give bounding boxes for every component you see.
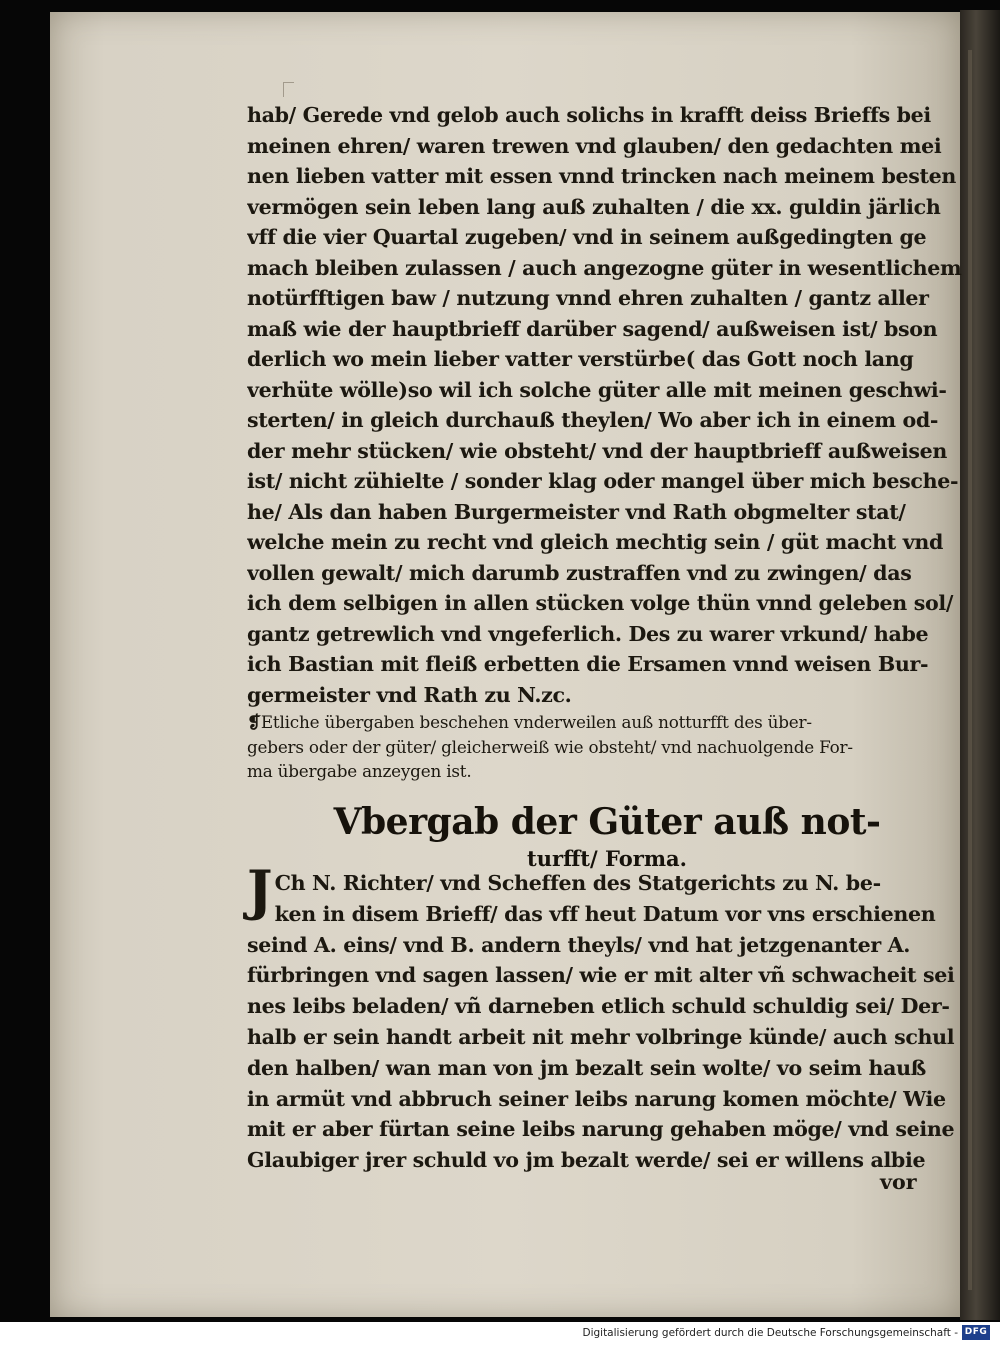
paragraph-1 [247,100,967,710]
text-line: halb er sein handt arbeit nit mehr volbringe künde/ auch schul [247,1024,955,1049]
text-line: in armüt vnd abbruch seiner leibs narung komen möchte/ Wie [247,1086,946,1111]
footer-credit: Digitalisierung gefördert durch die Deutsche Forschungsgemeinschaft - [582,1327,958,1339]
dfg-logo-icon: DFG [962,1325,990,1340]
note-line [247,710,967,735]
text-line: ich Bastian mit fleiß erbetten die Ersamen vnnd weisen Bur- [247,652,929,676]
text-line: verhüte wölle)so wil ich solche güter alle mit meinen geschwi- [247,377,947,402]
text-line: nen lieben vatter mit essen vnnd trincken nach meinem besten [247,164,957,188]
text-line: seind A. eins/ vnd B. andern theyls/ vnd hat jetzgenanter A. [247,932,911,957]
section-heading [247,800,967,874]
text-line: gantz getrewlich vnd vngeferlich. Des zu warer vrkund/ habe [247,621,929,646]
text-line: meinen ehren/ waren trewen vnd glauben/ den gedachten mei [247,133,942,158]
text-line: hab/ Gerede vnd gelob auch solichs in krafft deiss Brieffs bei [247,103,931,127]
note-text: Etliche übergaben beschehen vnderweilen auß notturfft des über- [260,712,812,732]
text-line: germeister vnd Rath zu N.zc. [247,682,572,707]
text-line: Glaubiger jrer schuld vo jm bezalt werde/ sei er willens albie [247,1148,926,1173]
text-line: he/ Als dan haben Burgermeister vnd Rath obgmelter stat/ [247,499,906,524]
page-corner-mark [283,82,294,97]
heading-subtitle: turfft/ Forma. [527,846,687,871]
text-line: vollen gewalt/ mich darumb zustraffen vnd zu zwingen/ das [247,560,912,585]
text-line: Ch N. Richter/ vnd Scheffen des Statgerichts zu N. be- [274,871,881,895]
text-line: notürfftigen baw / nutzung vnnd ehren zuhalten / gantz aller [247,286,929,310]
text-line: ken in disem Brieff/ das vff heut Datum vor vns erschienen [274,901,936,926]
text-line: derlich wo mein lieber vatter verstürbe( das Gott noch lang [247,347,914,371]
catchword: vor [880,1170,917,1194]
text-line: den halben/ wan man von jm bezalt sein wolte/ vo seim hauß [247,1055,926,1080]
text-line: vermögen sein leben lang auß zuhalten / die xx. guldin järlich [247,194,941,219]
text-line: vff die vier Quartal zugeben/ vnd in seinem außgedingten ge [247,225,927,249]
text-line: sterten/ in gleich durchauß theylen/ Wo aber ich in einem od- [247,408,939,432]
initial-letter: J [247,858,273,922]
heading-title: Vbergab der Güter auß not- [333,801,881,843]
text-line: mach bleiben zulassen / auch angezogne güter in wesentlichem [247,255,962,280]
pilcrow-icon: ❡ [247,712,261,732]
text-line: der mehr stücken/ wie obsteht/ vnd der hauptbrieff außweisen [247,438,947,463]
text-line: maß wie der hauptbrieff darüber sagend/ außweisen ist/ bson [247,316,938,341]
footer-bar [0,1322,1000,1345]
text-line: ist/ nicht zühielte / sonder klag oder mangel über mich besche- [247,469,959,493]
note-line: ma übergabe anzeygen ist. [247,761,472,781]
note-line: gebers oder der güter/ gleicherweiß wie obsteht/ vnd nachuolgende For- [247,736,853,757]
text-line: welche mein zu recht vnd gleich mechtig sein / güt macht vnd [247,530,944,554]
text-line: ich dem selbigen in allen stücken volge thün vnnd geleben sol/ [247,591,954,615]
text-line: nes leibs beladen/ vñ darneben etlich schuld schuldig sei/ Der- [247,994,950,1019]
text-line: mit er aber fürtan seine leibs narung gehaben möge/ vnd seine [247,1117,955,1142]
text-line: fürbringen vnd sagen lassen/ wie er mit alter vñ schwacheit sei [247,963,955,988]
editorial-note [247,710,967,784]
